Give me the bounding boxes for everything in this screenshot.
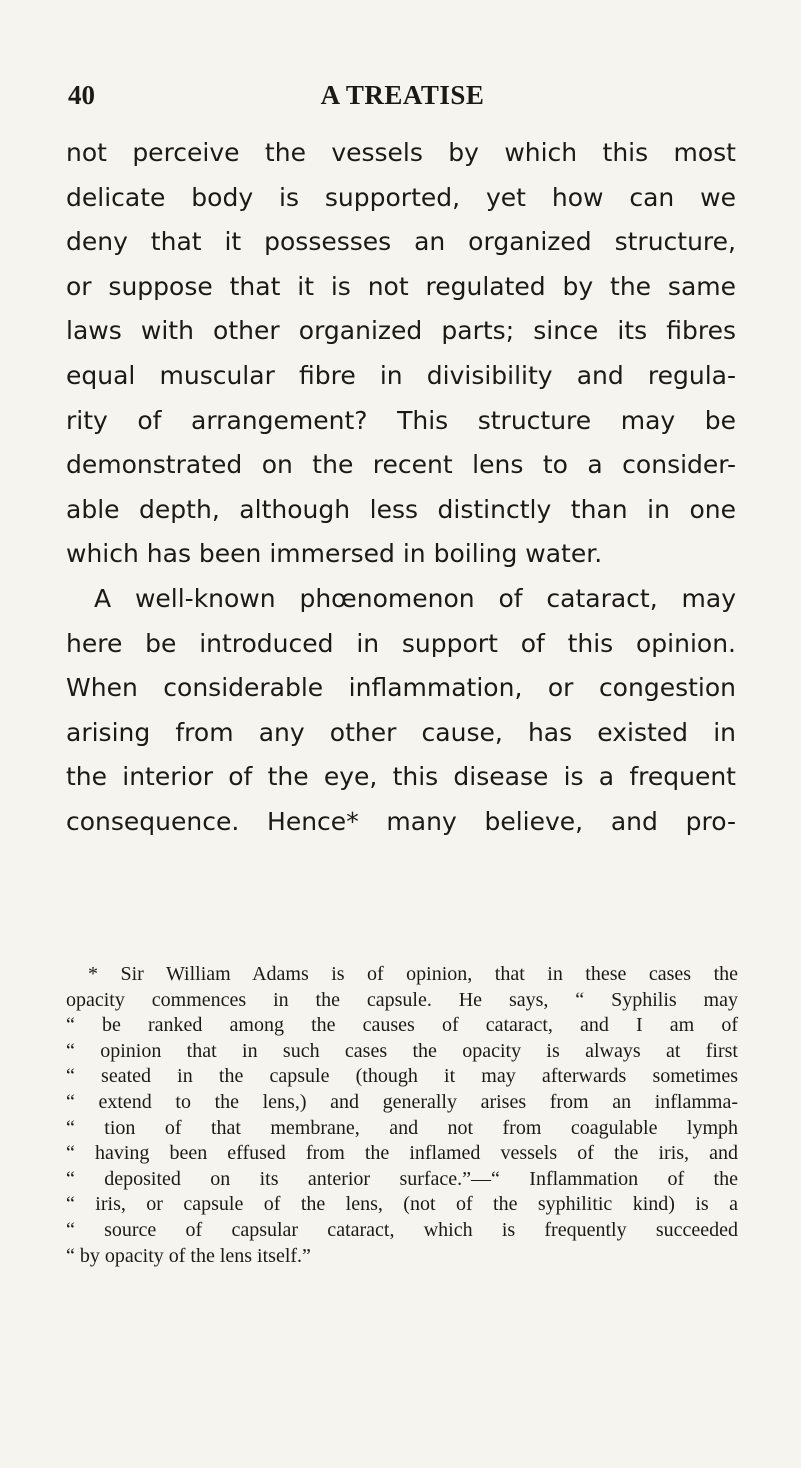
footnote-line: “ tion of that membrane, and not from coagulable lymph — [66, 1116, 738, 1139]
body-line: delicate body is supported, yet how can we — [66, 182, 736, 212]
body-line: demonstrated on the recent lens to a consider- — [66, 450, 736, 480]
body-line: rity of arrangement? This structure may be — [66, 405, 736, 435]
body-text — [66, 131, 736, 845]
body-line: consequence. Hence* many believe, and pro- — [66, 806, 736, 836]
body-line: able depth, although less distinctly than in one — [66, 494, 736, 524]
footnote — [66, 962, 738, 1269]
footnote-line: “ opinion that in such cases the opacity is always at first — [66, 1039, 738, 1062]
footnote-line: “ source of capsular cataract, which is frequently succeeded — [66, 1218, 738, 1241]
footnote-line: “ deposited on its anterior surface.”—“ Inflammation of the — [66, 1167, 738, 1190]
running-title: A TREATISE — [320, 80, 485, 110]
body-line: or suppose that it is not regulated by the same — [66, 271, 736, 301]
page-number: 40 — [68, 80, 95, 110]
body-line: equal muscular fibre in divisibility and regula- — [66, 360, 736, 390]
body-line: deny that it possesses an organized structure, — [66, 227, 736, 257]
body-line: arising from any other cause, has existed in — [66, 717, 736, 747]
body-line: the interior of the eye, this disease is a frequent — [66, 762, 736, 792]
footnote-line: opacity commences in the capsule. He says, “ Syphilis may — [66, 988, 738, 1011]
body-line: here be introduced in support of this opinion. — [66, 628, 736, 658]
body-line: which has been immersed in boiling water. — [66, 539, 603, 569]
body-line: When considerable inflammation, or congestion — [66, 673, 736, 703]
body-line: not perceive the vessels by which this most — [66, 138, 736, 167]
footnote-line: “ seated in the capsule (though it may afterwards sometimes — [66, 1065, 738, 1088]
footnote-line: “ having been effused from the inflamed vessels of the iris, and — [66, 1142, 738, 1165]
page-header — [68, 80, 737, 120]
footnote-line: * Sir William Adams is of opinion, that in these cases the — [88, 963, 738, 985]
body-line: A well-known phœnomenon of cataract, may — [94, 583, 736, 613]
footnote-line: “ be ranked among the causes of cataract, and I am of — [66, 1014, 738, 1037]
footnote-line: “ iris, or capsule of the lens, (not of the syphilitic kind) is a — [66, 1193, 738, 1216]
footnote-line: “ extend to the lens,) and generally arises from an inflamma- — [66, 1090, 738, 1113]
body-line: laws with other organized parts; since its fibres — [66, 316, 736, 346]
footnote-line: “ by opacity of the lens itself.” — [66, 1244, 311, 1267]
